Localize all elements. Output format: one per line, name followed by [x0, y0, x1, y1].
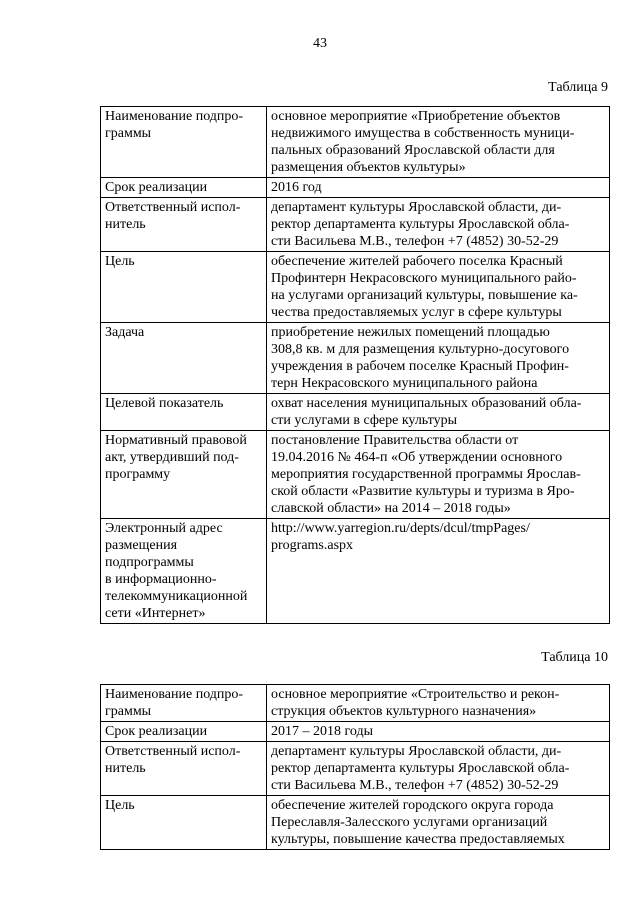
- row-label: Цель: [101, 796, 267, 850]
- row-label: Ответственный испол- нитель: [101, 198, 267, 252]
- passport-table: [100, 684, 610, 850]
- row-label: Срок реализации: [101, 722, 267, 742]
- table-row: [101, 107, 610, 178]
- table-row: [101, 685, 610, 722]
- row-value: обеспечение жителей рабочего поселка Красный Профинтерн Некрасовского муниципального райо- на услугами организаций культуры, повышение ка- чества предоставляемых услуг в сфере культуры: [267, 252, 610, 323]
- table-row: [101, 431, 610, 519]
- row-label: Наименование подпро- граммы: [101, 685, 267, 722]
- row-value-url: http://www.yarregion.ru/depts/dcul/tmpPages/ programs.aspx: [267, 519, 610, 624]
- table-row: [101, 796, 610, 850]
- table-row: [101, 252, 610, 323]
- row-label: Наименование подпро- граммы: [101, 107, 267, 178]
- row-value: 2017 – 2018 годы: [267, 722, 610, 742]
- table-row: [101, 178, 610, 198]
- row-label: Нормативный правовой акт, утвердивший под- программу: [101, 431, 267, 519]
- row-label: Целевой показатель: [101, 394, 267, 431]
- row-label: Электронный адрес размещения подпрограммы в информационно- телекоммуникационной сети «Интернет»: [101, 519, 267, 624]
- page-number: 43: [313, 36, 327, 51]
- row-value: основное мероприятие «Приобретение объектов недвижимого имущества в собственность муници- пальных образований Ярославской области для размещения объектов культуры»: [267, 107, 610, 178]
- row-label: Срок реализации: [101, 178, 267, 198]
- row-value: постановление Правительства области от 19.04.2016 № 464-п «Об утверждении основного мероприятия государственной программы Ярослав- ской области «Развитие культуры и туризма в Яро- славской области» на 2014 – 2018 годы»: [267, 431, 610, 519]
- row-value: 2016 год: [267, 178, 610, 198]
- table-row: [101, 742, 610, 796]
- table-row: [101, 198, 610, 252]
- row-value: основное мероприятие «Строительство и рекон- струкция объектов культурного назначения»: [267, 685, 610, 722]
- table-row: [101, 722, 610, 742]
- row-label: Задача: [101, 323, 267, 394]
- row-value: охват населения муниципальных образований обла- сти услугами в сфере культуры: [267, 394, 610, 431]
- table-row: [101, 394, 610, 431]
- row-value: департамент культуры Ярославской области, ди- ректор департамента культуры Ярославской обла- сти Васильева М.В., телефон +7 (4852) 30-52-29: [267, 198, 610, 252]
- row-value: департамент культуры Ярославской области, ди- ректор департамента культуры Ярославской обла- сти Васильева М.В., телефон +7 (4852) 30-52-29: [267, 742, 610, 796]
- table-caption: Таблица 10: [541, 650, 608, 665]
- row-value: приобретение нежилых помещений площадью 308,8 кв. м для размещения культурно-досугового учреждения в рабочем поселке Красный Профин- терн Некрасовского муниципального района: [267, 323, 610, 394]
- passport-table: [100, 106, 610, 624]
- row-label: Ответственный испол- нитель: [101, 742, 267, 796]
- table-row: [101, 519, 610, 624]
- row-label: Цель: [101, 252, 267, 323]
- row-value: обеспечение жителей городского округа города Переславля-Залесского услугами организаций культуры, повышение качества предоставляемых: [267, 796, 610, 850]
- table-row: [101, 323, 610, 394]
- table-caption: Таблица 9: [548, 80, 608, 95]
